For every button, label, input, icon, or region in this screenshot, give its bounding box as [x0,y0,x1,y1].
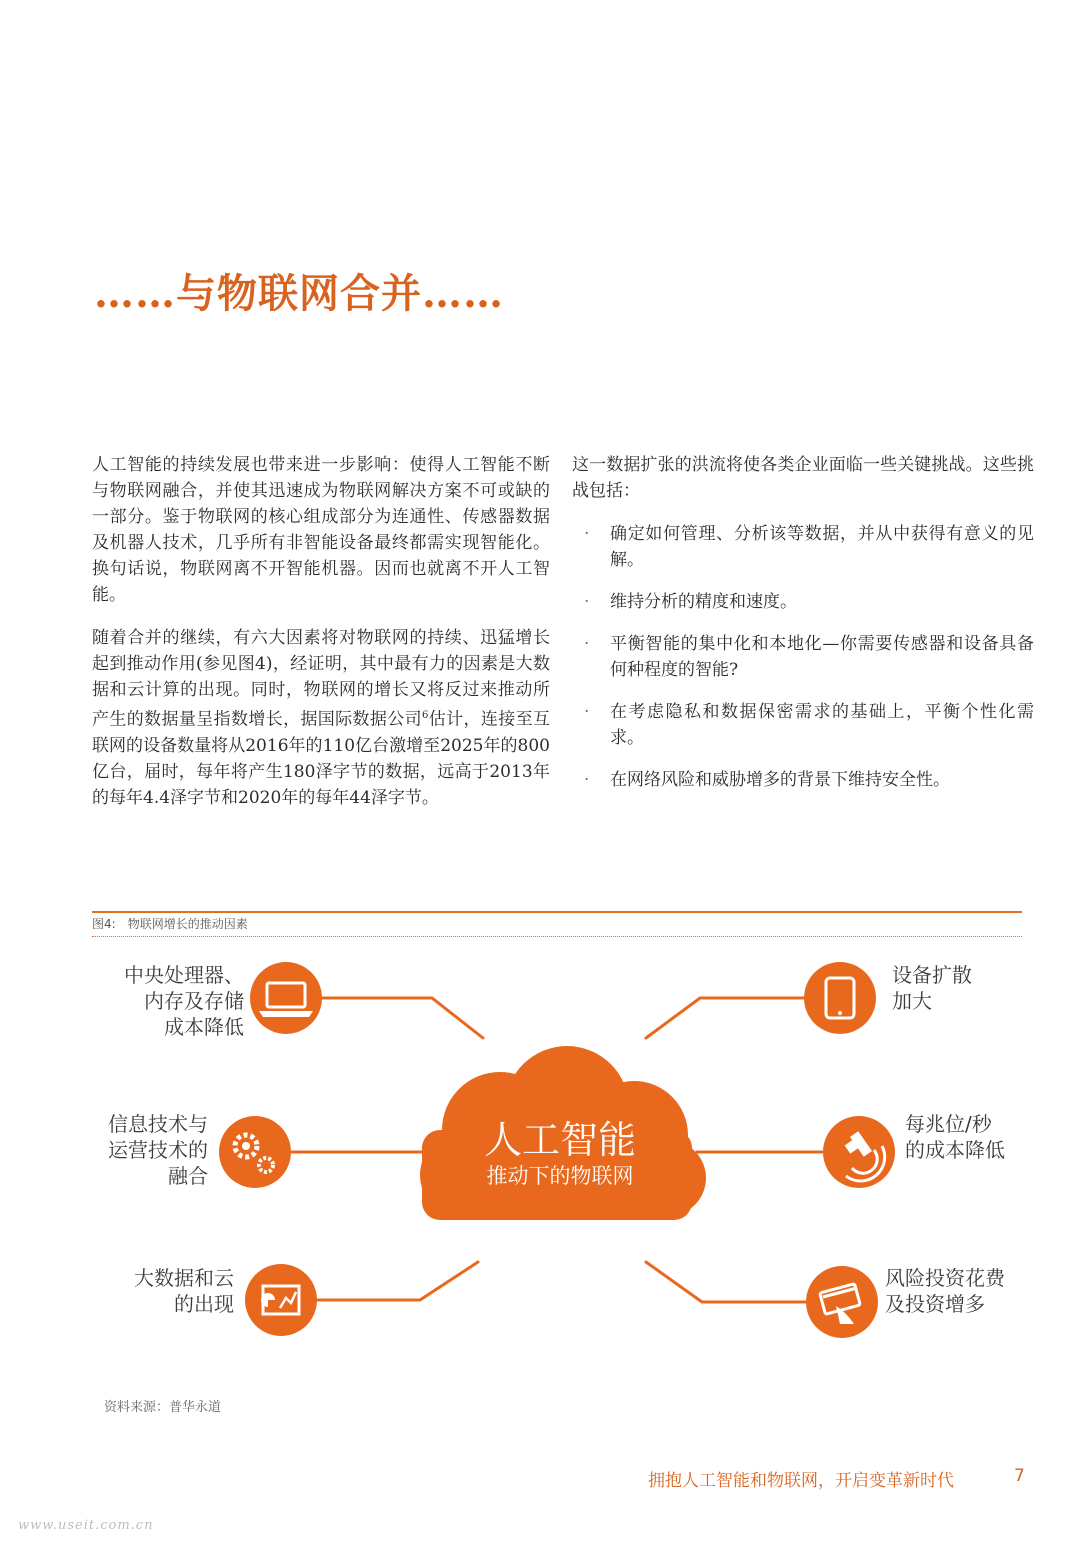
laptop-icon [250,962,322,1034]
list-item [572,521,1034,573]
factor-it-ot-convergence [62,1111,208,1189]
page-number: 7 [1014,1466,1025,1486]
factor-device-proliferation [892,962,972,1014]
cloud-subtitle: 推动下的物联网 [486,1164,634,1188]
analytics-icon [245,1264,317,1336]
figure-caption-text: 物联网增长的推动因素 [127,917,248,931]
factor-bandwidth-cost [905,1111,1005,1163]
factor-venture-investment [885,1265,1005,1317]
cloud-label [440,1118,680,1190]
connector-investment [646,1262,806,1302]
list-item [572,699,1034,751]
bullet-icon: · [584,770,590,790]
tablet-icon [804,962,876,1034]
factor-bigdata-cloud [84,1265,234,1317]
factor-line: 设备扩散 [892,963,972,987]
challenges-list [572,521,1034,793]
connector-devices [646,998,805,1038]
paragraph-2-part-a: 随着合并的继续，有六大因素将对物联网的持续、迅猛增长起到推动作用(参见图4)，经证明，其中最有力的因素是大数据和云计算的出现。同时，物联网的增长又将反过来推动所产生的数据量呈指数增长，据国际数据公司 [92,628,550,730]
list-item-text: 维持分析的精度和速度。 [610,592,797,612]
bullet-icon: · [584,634,590,654]
list-item-text: 平衡智能的集中化和本地化—你需要传感器和设备具备何种程度的智能? [610,634,1034,680]
watermark: www.useit.com.cn [18,1518,154,1533]
satellite-icon [823,1116,895,1188]
factor-line: 的成本降低 [905,1138,1005,1162]
factor-line: 及投资增多 [885,1292,985,1316]
figure-top-rule [92,911,1022,913]
left-column [92,452,550,828]
paragraph-2 [92,625,550,811]
connector-cpu [322,998,483,1038]
figure-number: 图4: [92,917,116,931]
list-item-text: 确定如何管理、分析该等数据，并从中获得有意义的见解。 [610,524,1034,570]
figure-caption [92,915,248,932]
figure-source: 资料来源：普华永道 [104,1400,222,1415]
bullet-icon: · [584,592,590,612]
list-item-text: 在网络风险和威胁增多的背景下维持安全性。 [610,770,950,790]
list-item-text: 在考虑隐私和数据保密需求的基础上，平衡个性化需求。 [610,702,1034,748]
factor-line: 风险投资花费 [885,1266,1005,1290]
paragraph-2-part-b: 估计，连接至互联网的设备数量将从2016年的110亿台激增至2025年的800亿台，届时，每年将产生180泽字节的数据，远高于2013年的每年4.4泽字节和2020年的每年44泽字节。 [92,709,551,808]
footer-title: 拥抱人工智能和物联网，开启变革新时代 [648,1471,954,1491]
figure-dotted-rule [92,936,1022,937]
challenges-intro: 这一数据扩张的洪流将使各类企业面临一些关键挑战。这些挑战包括： [572,455,1034,501]
bullet-icon: · [584,524,590,544]
factor-line: 成本降低 [164,1015,244,1039]
right-column [572,452,1034,809]
gears-icon [219,1116,291,1188]
factor-cpu-memory-cost [86,962,244,1040]
factor-line: 每兆位/秒 [905,1112,992,1136]
factor-line: 运营技术的 [108,1138,208,1162]
factor-line: 的出现 [174,1292,234,1316]
credit-card-icon [806,1266,878,1338]
bullet-icon: · [584,702,590,722]
list-item [572,631,1034,683]
footnote-ref: 6 [422,710,429,721]
cloud-title: 人工智能 [483,1118,636,1162]
factor-line: 中央处理器、 [124,963,244,987]
factor-line: 信息技术与 [108,1112,208,1136]
factor-line: 加大 [892,989,932,1013]
paragraph-1: 人工智能的持续发展也带来进一步影响：使得人工智能不断与物联网融合，并使其迅速成为物联网解决方案不可或缺的一部分。鉴于物联网的核心组成部分为连通性、传感器数据及机器人技术，几乎所有非智能设备最终都需实现智能化。换句话说，物联网离不开智能机器。因而也就离不开人工智能。 [92,455,550,605]
factor-line: 内存及存储 [144,989,244,1013]
factor-line: 融合 [168,1164,208,1188]
section-title: ……与物联网合并…… [94,270,504,317]
list-item [572,589,1034,615]
connector-bigdata [318,1262,478,1300]
list-item [572,767,1034,793]
factor-line: 大数据和云 [134,1266,234,1290]
